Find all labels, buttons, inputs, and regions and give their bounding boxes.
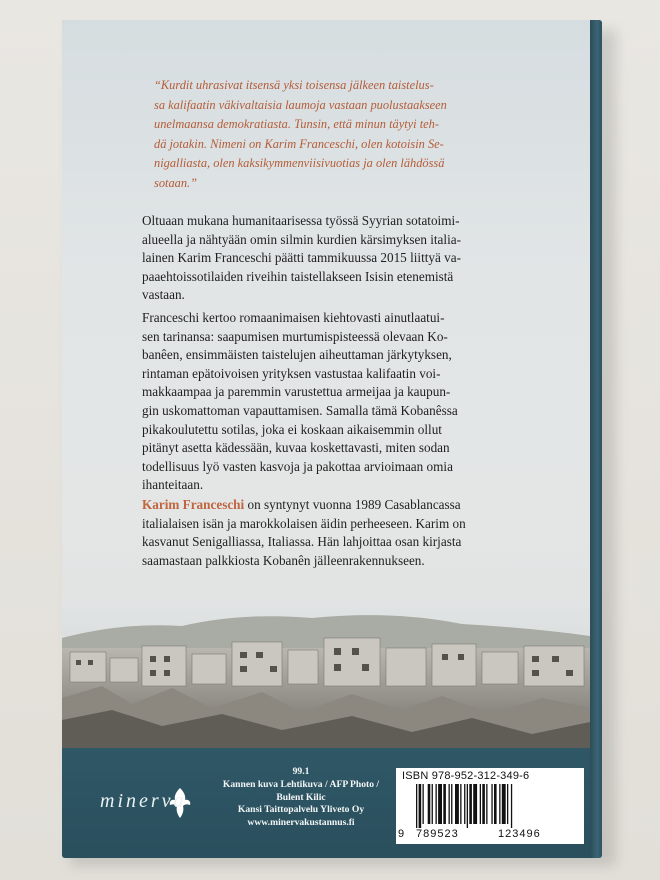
author-name: Karim Franceschi — [142, 497, 245, 512]
author-bio — [142, 496, 572, 570]
spine-edge — [590, 20, 602, 858]
cover-panel — [62, 20, 590, 858]
barcode-digit-group-2: 123496 — [498, 828, 541, 840]
publisher-logo: minerva — [100, 790, 187, 812]
credits-line-5: www.minervakustannus.fi — [247, 817, 355, 829]
credits-line-1: 99.1 — [292, 766, 310, 777]
book-back-cover — [62, 20, 602, 858]
credits-line-4: Kansi Taittopalvelu Yliveto Oy — [237, 804, 365, 816]
blurb-paragraph-2: Franceschi kertoo romaanimaisen kiehtovasti ainutlaatui- sen tarinansa: saapumisen murtumispisteessä olevaan Ko- banêen, ensimmäisten taistelujen aiheuttaman järkytyksen, rintaman epätoivoisen yrityksen vastustaa kalifaatin voi- makkaampaa ja paremmin varustettua armeijaa ja kaupun- gin uskomattoman vapauttamisen. Samalla tämä Kobanêssa pikakoulutettu sotilas, joka ei koskaan aikaisemmin ollut pitänyt asetta kädessään, kuvaa koskettavasti, miten sodan todellisuus lyö vasten kasvoja ja pakottaa arvioimaan omia ihanteitaan. — [142, 309, 458, 493]
credits-line-2: Kannen kuva Lehtikuva / AFP Photo / — [222, 778, 380, 790]
barcode-digit-first: 9 — [398, 828, 406, 840]
barcode-bars — [406, 784, 574, 828]
isbn-barcode — [396, 768, 584, 844]
pull-quote: “Kurdit uhrasivat itsensä yksi toisensa jälkeen taistelus- sa kalifaatin väkivaltaisia laumoja vastaan puolustaakseen unelmaansa demokratiasta. Tunsin, että minun täytyi teh- dä jotakin. Nimeni on Karim Franceschi, olen kotoisin Se- nigalliasta, olen kaksikymmenviisivuotias ja olen lähdössä sotaan.” — [154, 78, 447, 190]
author-bio-text: on syntynyt vuonna 1989 Casablancassa italialaisen isän ja marokkolaisen äidin perheeseen. Karim on kasvanut Senigalliassa, Italiassa. Hän lahjoittaa osan kirjasta saamastaan palkkiosta Kobanên jälleenrakennukseen. — [142, 497, 466, 568]
publisher-band — [62, 748, 590, 858]
credits-block — [212, 766, 390, 830]
credits-line-3: Bulent Kilic — [276, 791, 326, 803]
blurb — [142, 212, 572, 499]
barcode-digit-group-1: 789523 — [416, 828, 459, 840]
blurb-paragraph-1: Oltuaan mukana humanitaarisessa työssä Syyrian sotatoimi- alueella ja nähtyään omin silmin kurdien kärsimyksen italia- lainen Karim Franceschi päätti tammikuussa 2015 liittyä va- paaehtoissotilaiden riveihin taistellakseen Isisin etenemistä vastaan. — [142, 213, 461, 303]
city-ruins-photo — [62, 608, 590, 750]
isbn-label: ISBN 978-952-312-349-6 — [402, 770, 530, 782]
